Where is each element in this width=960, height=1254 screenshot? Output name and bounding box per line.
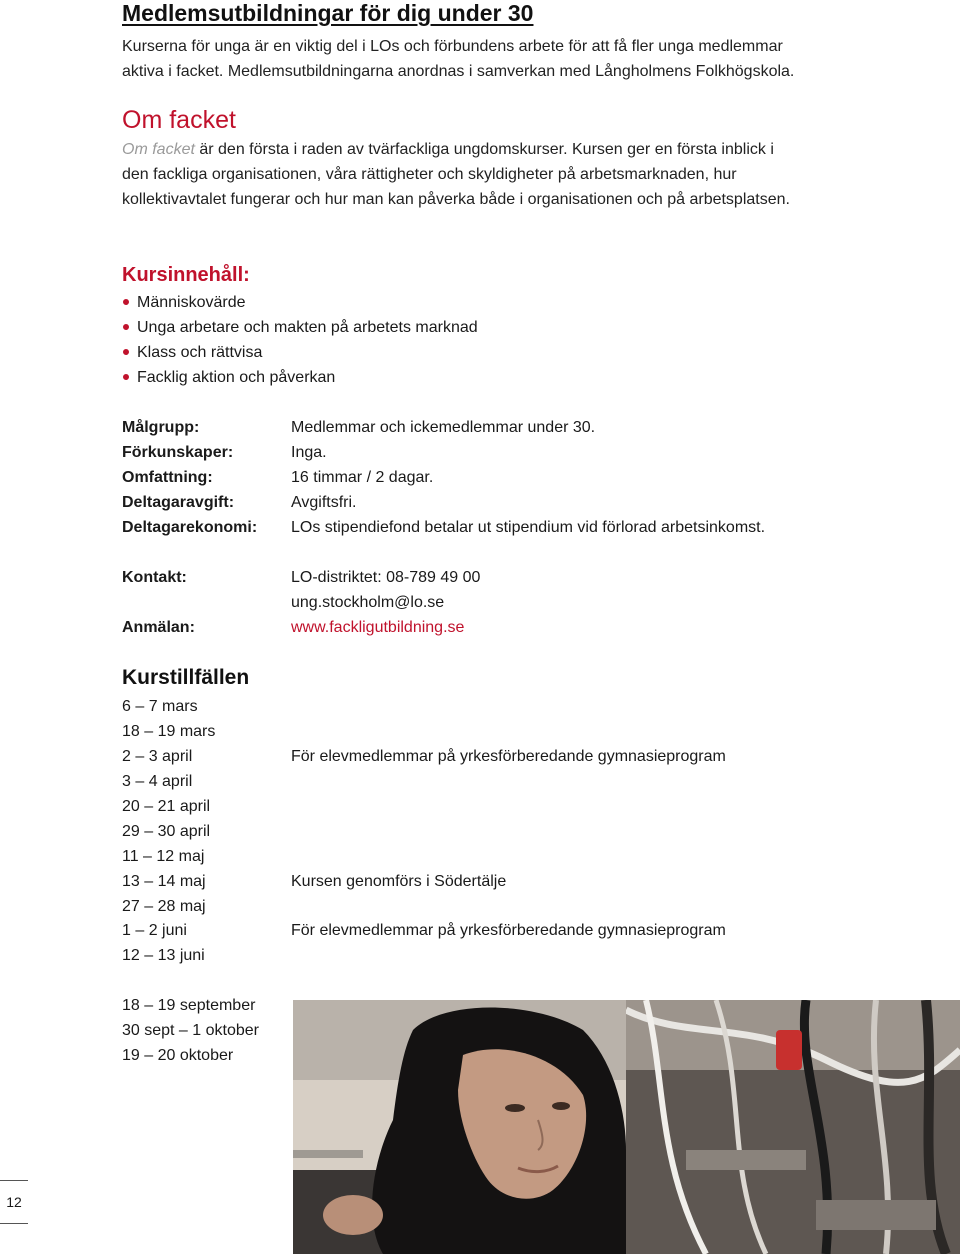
signup-link[interactable]: www.fackligutbildning.se: [291, 619, 465, 636]
session-date: 6 – 7 mars: [122, 698, 198, 715]
photo-worker: [293, 1000, 626, 1254]
bullet-icon: [123, 324, 129, 330]
session-note: För elevmedlemmar på yrkesförberedande gymnasieprogram: [291, 922, 726, 939]
session-date: 11 – 12 maj: [122, 848, 205, 865]
course-title: Om facket: [122, 106, 236, 134]
sessions-heading: Kurstillfällen: [122, 666, 250, 689]
list-item: Facklig aktion och påverkan: [122, 365, 478, 390]
session-date: 18 – 19 september: [122, 997, 256, 1014]
info-value: Medlemmar och ickemedlemmar under 30.: [291, 419, 596, 436]
intro-paragraph: Kurserna för unga är en viktig del i LOs och förbundens arbete för att få fler unga medlemmar aktiva i facket. Medlemsutbildningarna anordnas i samverkan med Långholmens Folkhögskola.: [122, 38, 795, 80]
info-row-forkunskaper: [122, 440, 842, 465]
info-label: Omfattning:: [122, 469, 213, 486]
session-row: [122, 794, 210, 819]
session-row: [122, 744, 842, 769]
session-date: 30 sept – 1 oktober: [122, 1022, 259, 1039]
info-label: Målgrupp:: [122, 419, 200, 436]
info-label: Förkunskaper:: [122, 444, 234, 461]
info-row-deltagaravgift: [122, 490, 842, 515]
signup-label: Anmälan:: [122, 619, 195, 636]
info-row-malgrupp: [122, 415, 842, 440]
info-row-omfattning: [122, 465, 842, 490]
session-row: [122, 819, 210, 844]
session-row: [122, 1043, 233, 1068]
session-row: [122, 869, 842, 894]
page-number: 12: [0, 1180, 28, 1224]
contact-email[interactable]: ung.stockholm@lo.se: [291, 594, 445, 611]
course-description-text: är den första i raden av tvärfackliga ungdomskurser. Kursen ger en första inblick i den fackliga organisationen, våra rättigheter och skyldigheter på arbetsmarknaden, hur kollektivavtalet fungerar och hur man kan påverka både i organisationen och på arbetsplatsen.: [122, 141, 790, 208]
session-date: 18 – 19 mars: [122, 723, 216, 740]
contact-email-row: [122, 590, 842, 615]
session-date: 12 – 13 juni: [122, 947, 205, 964]
contact-row: [122, 565, 842, 590]
photo-cables: [626, 1000, 960, 1254]
course-name-inline: Om facket: [122, 141, 195, 158]
info-label: Deltagarekonomi:: [122, 519, 258, 536]
session-row: [122, 719, 215, 744]
signup-row: [122, 615, 842, 640]
info-row-deltagarekonomi: [122, 515, 842, 540]
page-title: Medlemsutbildningar för dig under 30: [122, 0, 534, 26]
session-row: [122, 943, 205, 968]
session-row: [122, 894, 206, 919]
session-date: 3 – 4 april: [122, 773, 193, 790]
contact-phone: LO-distriktet: 08-789 49 00: [291, 569, 481, 586]
info-value: Inga.: [291, 444, 327, 461]
session-note: För elevmedlemmar på yrkesförberedande gymnasieprogram: [291, 748, 726, 765]
session-date: 20 – 21 april: [122, 798, 211, 815]
session-date: 13 – 14 maj: [122, 873, 206, 890]
list-item: Klass och rättvisa: [122, 340, 478, 365]
session-date: 19 – 20 oktober: [122, 1047, 234, 1064]
session-row: [122, 1018, 259, 1043]
session-row: [122, 918, 842, 943]
list-item: Unga arbetare och makten på arbetets marknad: [122, 315, 478, 340]
bullet-icon: [123, 349, 129, 355]
info-value: 16 timmar / 2 dagar.: [291, 469, 434, 486]
session-date: 29 – 30 april: [122, 823, 211, 840]
session-date: 2 – 3 april: [122, 748, 193, 765]
info-value: LOs stipendiefond betalar ut stipendium vid förlorad arbetsinkomst.: [291, 519, 766, 536]
session-row: [122, 993, 255, 1018]
bullet-icon: [123, 299, 129, 305]
session-row: [122, 769, 192, 794]
info-label: Deltagaravgift:: [122, 494, 235, 511]
list-item: Människovärde: [122, 290, 478, 315]
course-description: [122, 137, 802, 212]
session-row: [122, 694, 198, 719]
session-note: Kursen genomförs i Södertälje: [291, 873, 507, 890]
content-list: [122, 290, 478, 390]
session-date: 27 – 28 maj: [122, 898, 206, 915]
bullet-icon: [123, 374, 129, 380]
content-heading: Kursinnehåll:: [122, 264, 250, 286]
contact-label: Kontakt:: [122, 569, 187, 586]
info-value: Avgiftsfri.: [291, 494, 357, 511]
session-date: 1 – 2 juni: [122, 922, 187, 939]
session-row: [122, 844, 204, 869]
